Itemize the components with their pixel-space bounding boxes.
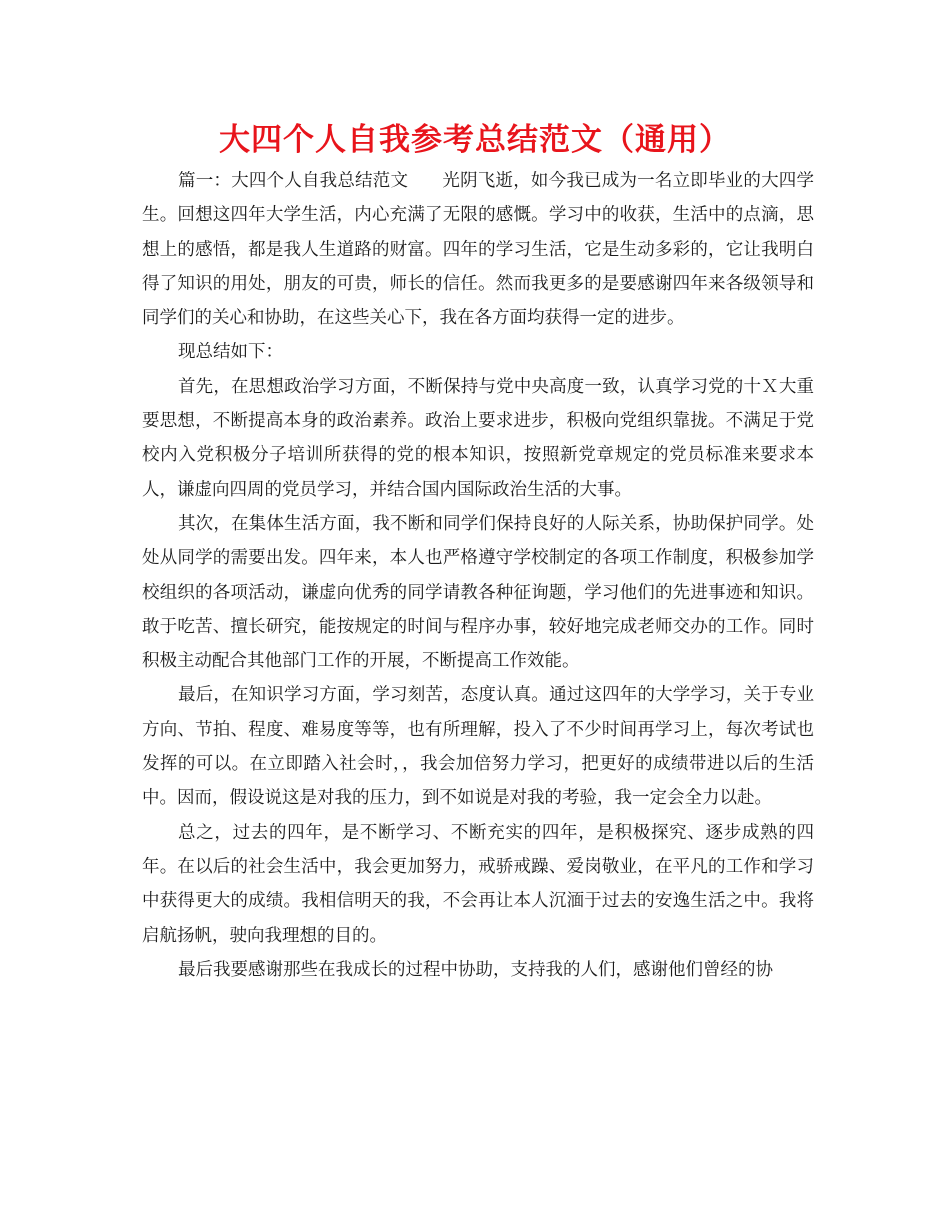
intro-label: 篇一：大四个人自我总结范文 bbox=[178, 171, 409, 191]
document-title: 大四个人自我参考总结范文（通用） bbox=[219, 122, 731, 158]
paragraph-4: 其次，在集体生活方面，我不断和同学们保持良好的人际关系，协助保护同学。处处从同学的需要出发。四年来，本人也严格遵守学校制定的各项工作制度，积极参加学校组织的各项活动，谦虚向优秀的同学请教各种征询题，学习他们的先进事迹和知识。敢于吃苦、擅长研究，能按规定的时间与程序办事，较好地完成老师交办的工作。同时积极主动配合其他部门工作的开展，不断提高工作效能。 bbox=[142, 513, 814, 672]
paragraph-1 bbox=[142, 164, 814, 335]
paragraph-3: 首先，在思想政治学习方面，不断保持与党中央高度一致，认真学习党的十Ｘ大重要思想，不断提高本身的政治素养。政治上要求进步，积极向党组织靠拢。不满足于党校内入党积极分子培训所获得的党的根本知识，按照新党章规定的党员标准来要求本人，谦虚向四周的党员学习，并结合国内国际政治生活的大事。 bbox=[142, 376, 814, 500]
paragraph-2: 现总结如下： bbox=[178, 342, 283, 363]
paragraph-1-text: 光阴飞逝，如今我已成为一名立即毕业的大四学生。回想这四年大学生活，内心充满了无限的感慨。学习中的收获，生活中的点滴，思想上的感悟，都是我人生道路的财富。四年的学习生活，它是生动多彩的，它让我明白得了知识的用处，朋友的可贵，师长的信任。然而我更多的是要感谢四年来各级领导和同学们的关心和协助，在这些关心下，我在各方面均获得一定的进步。 bbox=[142, 171, 815, 329]
document-body bbox=[142, 164, 814, 987]
paragraph-5: 最后，在知识学习方面，学习刻苦，态度认真。通过这四年的大学学习，关于专业方向、节拍、程度、难易度等等，也有所理解，投入了不少时间再学习上，每次考试也发挥的可以。在立即踏入社会时，，我会加倍努力学习，把更好的成绩带进以后的生活中。因而，假设说这是对我的压力，到不如说是对我的考验，我一定会全力以赴。 bbox=[142, 685, 814, 809]
paragraph-7: 最后我要感谢那些在我成长的过程中协助，支持我的人们，感谢他们曾经的协 bbox=[178, 959, 773, 980]
paragraph-6: 总之，过去的四年，是不断学习、不断充实的四年，是积极探究、逐步成熟的四年。在以后的社会生活中，我会更加努力，戒骄戒躁、爱岗敬业，在平凡的工作和学习中获得更大的成绩。我相信明天的我，不会再让本人沉湎于过去的安逸生活之中。我将启航扬帆，驶向我理想的目的。 bbox=[142, 822, 814, 946]
